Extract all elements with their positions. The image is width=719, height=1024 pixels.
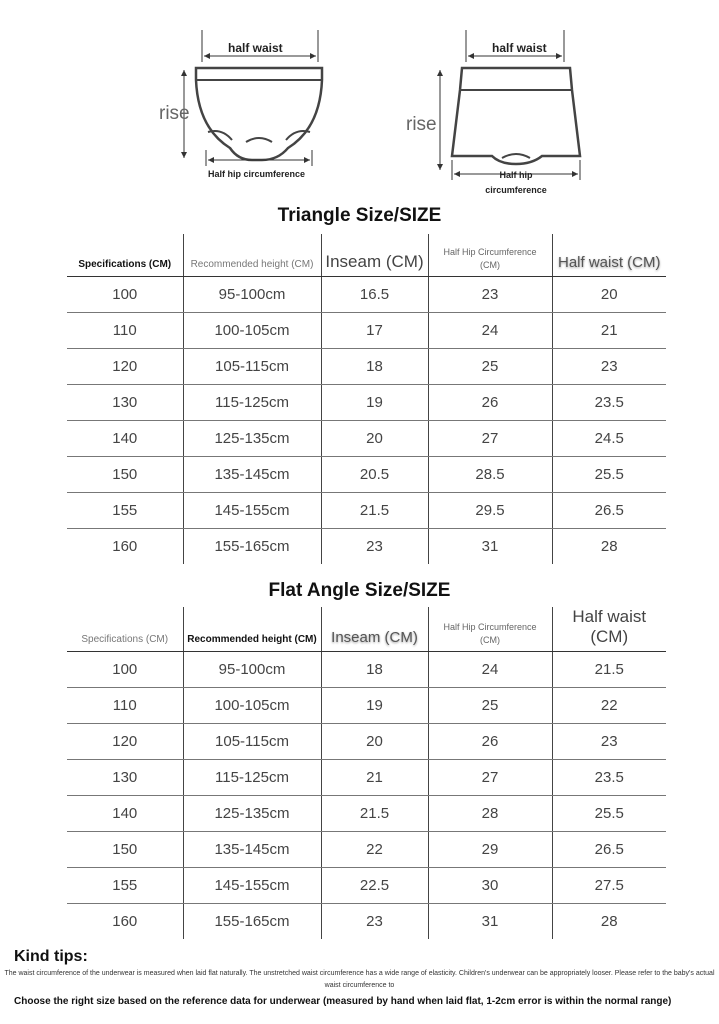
cell-waist: 23.5 bbox=[552, 760, 666, 796]
cell-height: 145-155cm bbox=[183, 868, 321, 904]
rise-label: rise bbox=[406, 114, 437, 135]
table-row bbox=[67, 652, 666, 688]
cell-spec: 120 bbox=[67, 349, 183, 385]
header-specifications-text: Specifications (CM) bbox=[81, 634, 169, 645]
header-half-waist-text: Half waist (CM) bbox=[557, 254, 661, 271]
cell-waist: 21.5 bbox=[552, 652, 666, 688]
table-row bbox=[67, 688, 666, 724]
cell-inseam: 21.5 bbox=[321, 796, 428, 832]
table-row bbox=[67, 760, 666, 796]
header-half-hip-line2: (CM) bbox=[480, 260, 500, 270]
header-inseam-text: Inseam (CM) bbox=[331, 629, 418, 646]
table-row bbox=[67, 277, 666, 313]
triangle-size-table bbox=[67, 234, 666, 564]
cell-hip: 28.5 bbox=[428, 457, 552, 493]
cell-height: 135-145cm bbox=[183, 457, 321, 493]
table-row bbox=[67, 832, 666, 868]
cell-inseam: 20 bbox=[321, 421, 428, 457]
cell-spec: 130 bbox=[67, 760, 183, 796]
header-half-hip bbox=[428, 234, 552, 277]
cell-height: 135-145cm bbox=[183, 832, 321, 868]
header-recommended-height bbox=[183, 234, 321, 277]
table-row bbox=[67, 457, 666, 493]
header-half-hip bbox=[428, 607, 552, 652]
cell-hip: 31 bbox=[428, 529, 552, 565]
cell-inseam: 18 bbox=[321, 652, 428, 688]
header-half-hip-line1: Half Hip Circumference bbox=[443, 622, 537, 632]
cell-height: 100-105cm bbox=[183, 313, 321, 349]
header-inseam-text: Inseam (CM) bbox=[325, 252, 424, 271]
cell-waist: 20 bbox=[552, 277, 666, 313]
flat-angle-size-table bbox=[67, 607, 666, 939]
cell-waist: 23 bbox=[552, 724, 666, 760]
header-half-waist bbox=[552, 234, 666, 277]
header-specifications bbox=[67, 607, 183, 652]
cell-spec: 140 bbox=[67, 796, 183, 832]
cell-spec: 110 bbox=[67, 313, 183, 349]
cell-inseam: 20.5 bbox=[321, 457, 428, 493]
flat-table-title: Flat Angle Size/SIZE bbox=[268, 580, 451, 601]
cell-waist: 22 bbox=[552, 688, 666, 724]
cell-waist: 23 bbox=[552, 349, 666, 385]
cell-inseam: 21.5 bbox=[321, 493, 428, 529]
cell-waist: 25.5 bbox=[552, 796, 666, 832]
header-half-hip-line1: Half Hip Circumference bbox=[443, 247, 537, 257]
cell-height: 155-165cm bbox=[183, 529, 321, 565]
cell-inseam: 23 bbox=[321, 904, 428, 940]
header-inseam bbox=[321, 234, 428, 277]
cell-height: 95-100cm bbox=[183, 652, 321, 688]
cell-spec: 100 bbox=[67, 277, 183, 313]
cell-spec: 150 bbox=[67, 832, 183, 868]
cell-inseam: 17 bbox=[321, 313, 428, 349]
cell-inseam: 16.5 bbox=[321, 277, 428, 313]
cell-hip: 29 bbox=[428, 832, 552, 868]
cell-inseam: 19 bbox=[321, 385, 428, 421]
kind-tips-text: The waist circumference of the underwear is measured when laid flat naturally. The unstretched waist circumference has a wide range of elasticity. Children's underwear can be appropriately looser. Please refer to the baby's actual waist circumference to bbox=[4, 970, 715, 989]
cell-inseam: 22.5 bbox=[321, 868, 428, 904]
table-row bbox=[67, 421, 666, 457]
table-header-row bbox=[67, 607, 666, 652]
cell-spec: 120 bbox=[67, 724, 183, 760]
half-hip-label bbox=[480, 168, 552, 198]
cell-spec: 155 bbox=[67, 868, 183, 904]
table-row bbox=[67, 313, 666, 349]
cell-hip: 28 bbox=[428, 796, 552, 832]
triangle-table-title: Triangle Size/SIZE bbox=[277, 205, 442, 226]
cell-waist: 28 bbox=[552, 529, 666, 565]
cell-hip: 31 bbox=[428, 904, 552, 940]
flat-boxer-diagram bbox=[402, 28, 592, 200]
cell-waist: 24.5 bbox=[552, 421, 666, 457]
cell-height: 95-100cm bbox=[183, 277, 321, 313]
cell-hip: 25 bbox=[428, 349, 552, 385]
cell-waist: 28 bbox=[552, 904, 666, 940]
half-hip-label-line1: Half hip bbox=[499, 170, 533, 180]
cell-height: 125-135cm bbox=[183, 421, 321, 457]
cell-hip: 23 bbox=[428, 277, 552, 313]
table-row bbox=[67, 493, 666, 529]
cell-height: 105-115cm bbox=[183, 349, 321, 385]
cell-height: 115-125cm bbox=[183, 385, 321, 421]
cell-hip: 30 bbox=[428, 868, 552, 904]
table-row bbox=[67, 529, 666, 565]
rise-label: rise bbox=[159, 103, 190, 124]
table-row bbox=[67, 349, 666, 385]
header-half-hip-line2: (CM) bbox=[480, 635, 500, 645]
header-recommended-height bbox=[183, 607, 321, 652]
half-hip-label: Half hip circumference bbox=[208, 169, 306, 179]
cell-inseam: 20 bbox=[321, 724, 428, 760]
cell-waist: 27.5 bbox=[552, 868, 666, 904]
cell-waist: 25.5 bbox=[552, 457, 666, 493]
cell-hip: 24 bbox=[428, 652, 552, 688]
cell-hip: 24 bbox=[428, 313, 552, 349]
header-specifications bbox=[67, 234, 183, 277]
kind-tips-title: Kind tips: bbox=[14, 948, 88, 965]
cell-inseam: 18 bbox=[321, 349, 428, 385]
cell-spec: 160 bbox=[112, 913, 138, 930]
cell-height: 145-155cm bbox=[183, 493, 321, 529]
half-hip-label-line2: circumference bbox=[485, 185, 547, 195]
header-specifications-text: Specifications (CM) bbox=[78, 259, 172, 270]
cell-spec: 130 bbox=[67, 385, 183, 421]
cell-spec: 110 bbox=[67, 688, 183, 724]
kind-tips-note: Choose the right size based on the reference data for underwear (measured by hand when laid flat, 1-2cm error is within the normal range) bbox=[14, 996, 672, 1007]
cell-waist: 26.5 bbox=[552, 493, 666, 529]
half-waist-label: half waist bbox=[228, 41, 283, 55]
header-recommended-height-text: Recommended height (CM) bbox=[187, 634, 317, 645]
table-row bbox=[67, 724, 666, 760]
cell-height: 125-135cm bbox=[183, 796, 321, 832]
header-inseam bbox=[321, 607, 428, 652]
table-row bbox=[67, 904, 666, 940]
cell-height: 105-115cm bbox=[183, 724, 321, 760]
cell-spec: 150 bbox=[67, 457, 183, 493]
header-half-waist bbox=[552, 607, 666, 652]
cell-spec: 155 bbox=[67, 493, 183, 529]
cell-hip: 27 bbox=[428, 760, 552, 796]
table-row bbox=[67, 868, 666, 904]
cell-hip: 26 bbox=[428, 385, 552, 421]
cell-inseam: 19 bbox=[321, 688, 428, 724]
header-half-waist-text: Half waist (CM) bbox=[572, 607, 647, 646]
cell-hip: 29.5 bbox=[428, 493, 552, 529]
cell-inseam: 23 bbox=[321, 529, 428, 565]
cell-height: 155-165cm bbox=[183, 904, 321, 940]
cell-waist: 26.5 bbox=[552, 832, 666, 868]
cell-hip: 26 bbox=[428, 724, 552, 760]
cell-inseam: 22 bbox=[321, 832, 428, 868]
table-row bbox=[67, 385, 666, 421]
cell-spec: 140 bbox=[67, 421, 183, 457]
cell-inseam: 21 bbox=[321, 760, 428, 796]
cell-hip: 27 bbox=[428, 421, 552, 457]
cell-hip: 25 bbox=[428, 688, 552, 724]
cell-height: 100-105cm bbox=[183, 688, 321, 724]
cell-waist: 21 bbox=[552, 313, 666, 349]
cell-height: 115-125cm bbox=[183, 760, 321, 796]
cell-spec: 100 bbox=[67, 652, 183, 688]
table-header-row bbox=[67, 234, 666, 277]
header-recommended-height-text: Recommended height (CM) bbox=[190, 259, 314, 270]
cell-spec: 160 bbox=[112, 538, 138, 555]
half-waist-label: half waist bbox=[492, 41, 547, 55]
table-row bbox=[67, 796, 666, 832]
cell-waist: 23.5 bbox=[552, 385, 666, 421]
triangle-briefs-diagram bbox=[150, 28, 340, 188]
